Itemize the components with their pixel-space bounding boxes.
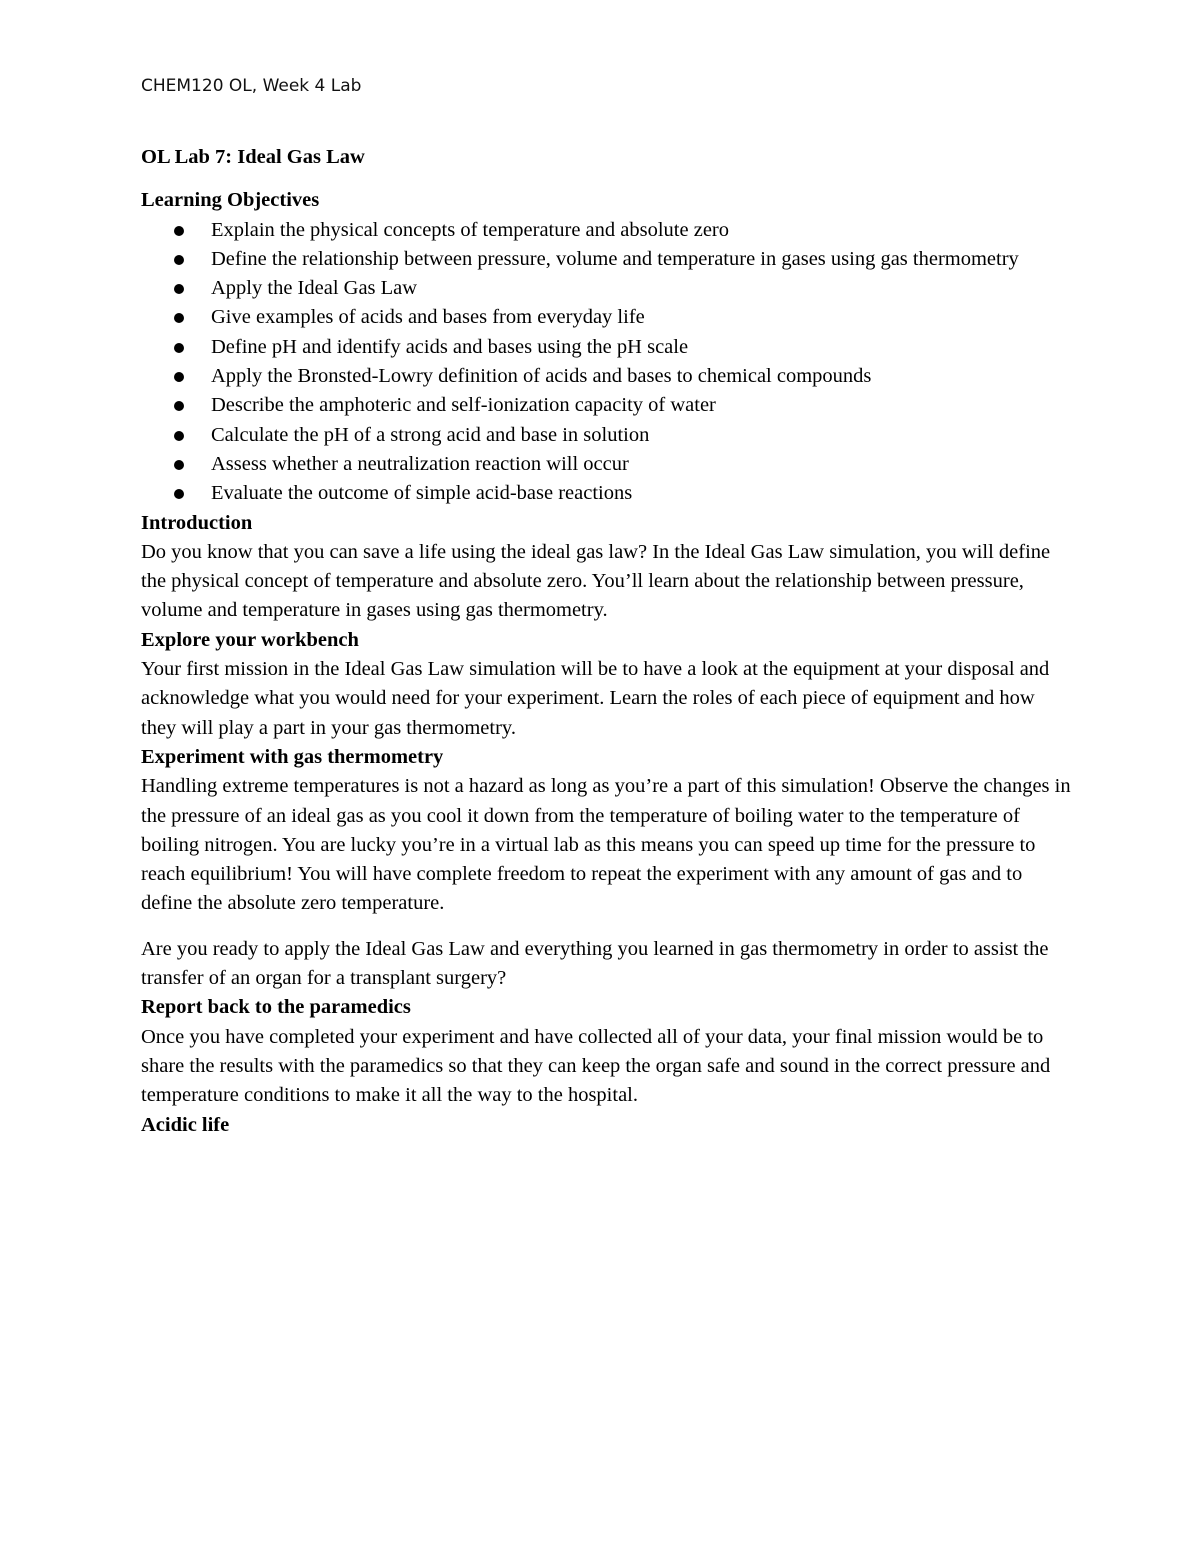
document-title: OL Lab 7: Ideal Gas Law [141,146,365,168]
objective-text: Describe the amphoteric and self-ionization capacity of water [211,394,716,417]
bullet-icon [174,313,184,323]
learning-objectives-list [141,216,1071,509]
list-item [141,245,1071,274]
bullet-icon [174,372,184,382]
list-item [141,391,1071,420]
workbench-heading: Explore your workbench [141,628,359,651]
experiment-paragraph: Handling extreme temperatures is not a hazard as long as you’re a part of this simulation! Observe the changes in the pressure of an ideal gas as you cool it down from the temperature of boiling water to the temperature of boiling nitrogen. You are lucky you’re in a virtual lab as this means you can speed up time for the pressure to reach equilibrium! You will have complete freedom to repeat the experiment with any amount of gas and to define the absolute zero temperature. [141,775,1071,915]
document-body [141,143,1071,1140]
objective-text: Evaluate the outcome of simple acid-base reactions [211,482,633,505]
bullet-icon [174,255,184,265]
list-item [141,274,1071,303]
acidic-life-heading: Acidic life [141,1113,230,1136]
list-item [141,216,1071,245]
objective-text: Apply the Ideal Gas Law [211,277,418,300]
learning-objectives-heading: Learning Objectives [141,189,320,212]
bullet-icon [174,489,184,499]
bullet-icon [174,343,184,353]
bullet-icon [174,431,184,441]
objective-text: Apply the Bronsted-Lowry definition of acids and bases to chemical compounds [211,365,872,388]
bullet-icon [174,460,184,470]
list-item [141,479,1071,508]
objective-text: Define pH and identify acids and bases using the pH scale [211,335,689,358]
introduction-heading: Introduction [141,511,253,534]
list-item [141,303,1071,332]
objective-text: Define the relationship between pressure, volume and temperature in gases using gas thermometry [211,247,1019,270]
list-item [141,333,1071,362]
objective-text: Explain the physical concepts of temperature and absolute zero [211,218,729,241]
page-header: CHEM120 OL, Week 4 Lab [141,76,362,96]
introduction-paragraph: Do you know that you can save a life using the ideal gas law? In the Ideal Gas Law simulation, you will define the physical concept of temperature and absolute zero. You’ll learn about the relationship between pressure, volume and temperature in gases using gas thermometry. [141,540,1051,622]
workbench-paragraph: Your first mission in the Ideal Gas Law simulation will be to have a look at the equipment at your disposal and acknowledge what you would need for your experiment. Learn the roles of each piece of equipment and how they will play a part in your gas thermometry. [141,658,1050,739]
report-paragraph: Once you have completed your experiment and have collected all of your data, your final mission would be to share the results with the paramedics so that they can keep the organ safe and sound in the correct pressure and temperature conditions to make it all the way to the hospital. [141,1025,1051,1107]
objective-text: Give examples of acids and bases from everyday life [211,306,645,329]
objective-text: Assess whether a neutralization reaction will occur [211,452,629,475]
bullet-icon [174,284,184,294]
list-item [141,362,1071,391]
experiment-question-paragraph: Are you ready to apply the Ideal Gas Law and everything you learned in gas thermometry in order to assist the transfer of an organ for a transplant surgery? [141,937,1049,990]
report-heading: Report back to the paramedics [141,996,411,1019]
experiment-heading: Experiment with gas thermometry [141,745,444,768]
bullet-icon [174,226,184,236]
bullet-icon [174,401,184,411]
list-item [141,421,1071,450]
objective-text: Calculate the pH of a strong acid and base in solution [211,423,650,446]
list-item [141,450,1071,479]
